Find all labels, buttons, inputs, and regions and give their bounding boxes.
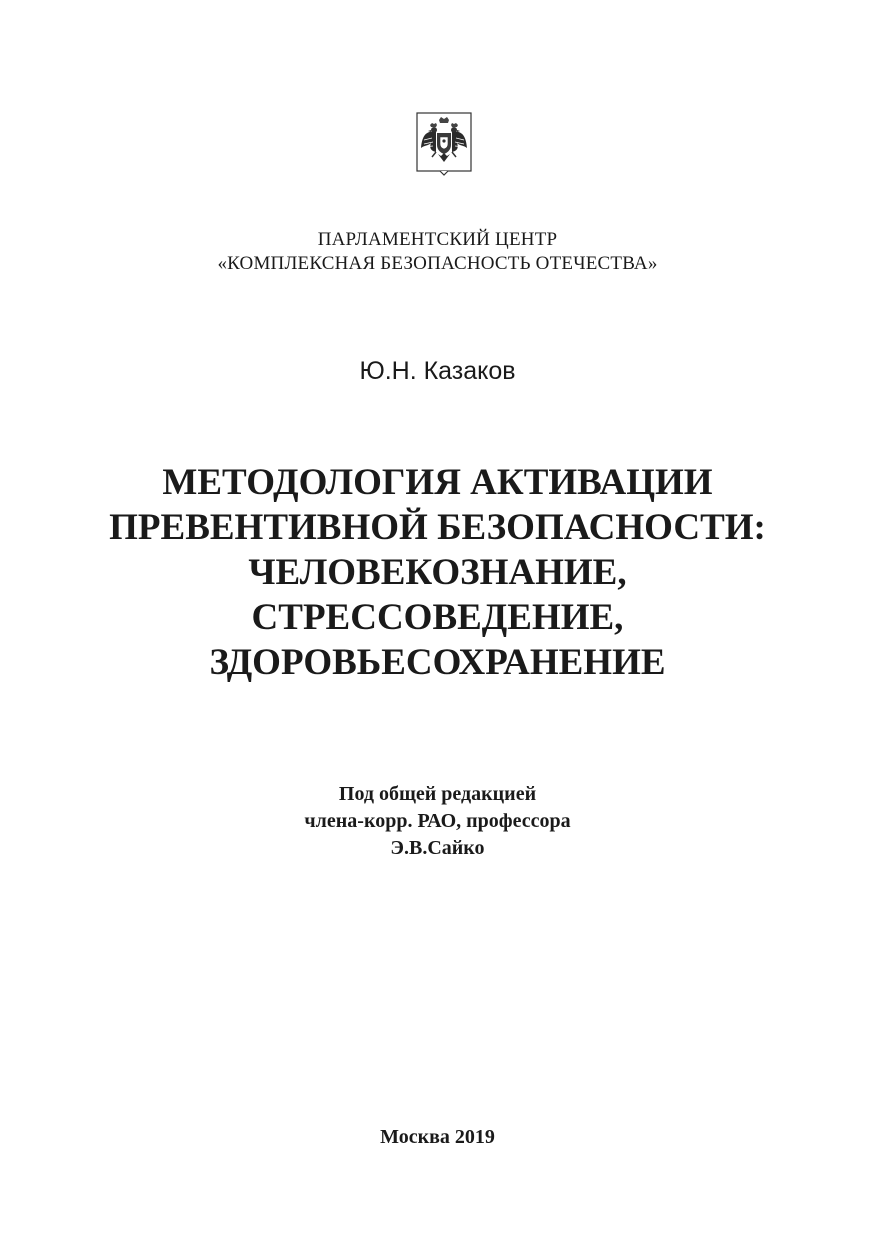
title-line: СТРЕССОВЕДЕНИЕ,	[251, 597, 624, 638]
author-name: Ю.Н. Казаков	[359, 357, 516, 385]
publisher-line-1: ПАРЛАМЕНТСКИЙ ЦЕНТР	[317, 229, 558, 250]
editor-line: Под общей редакцией	[338, 783, 537, 805]
imprint-city-year: Москва 2019	[380, 1126, 495, 1148]
editor-line: Э.В.Сайко	[390, 837, 485, 859]
book-title	[0, 460, 875, 685]
publisher-line-2: «КОМПЛЕКСНАЯ БЕЗОПАСНОСТЬ ОТЕЧЕСТВА»	[217, 253, 658, 274]
title-line: МЕТОДОЛОГИЯ АКТИВАЦИИ	[162, 462, 713, 503]
title-line: ЧЕЛОВЕКОЗНАНИЕ,	[248, 552, 627, 593]
editor-line: члена-корр. РАО, профессора	[304, 810, 571, 832]
title-line: ЗДОРОВЬЕСОХРАНЕНИЕ	[209, 642, 666, 683]
title-line: ПРЕВЕНТИВНОЙ БЕЗОПАСНОСТИ:	[109, 507, 766, 548]
editor-credit	[0, 781, 875, 862]
coat-of-arms-emblem	[416, 112, 472, 176]
double-headed-eagle-icon	[416, 112, 472, 176]
